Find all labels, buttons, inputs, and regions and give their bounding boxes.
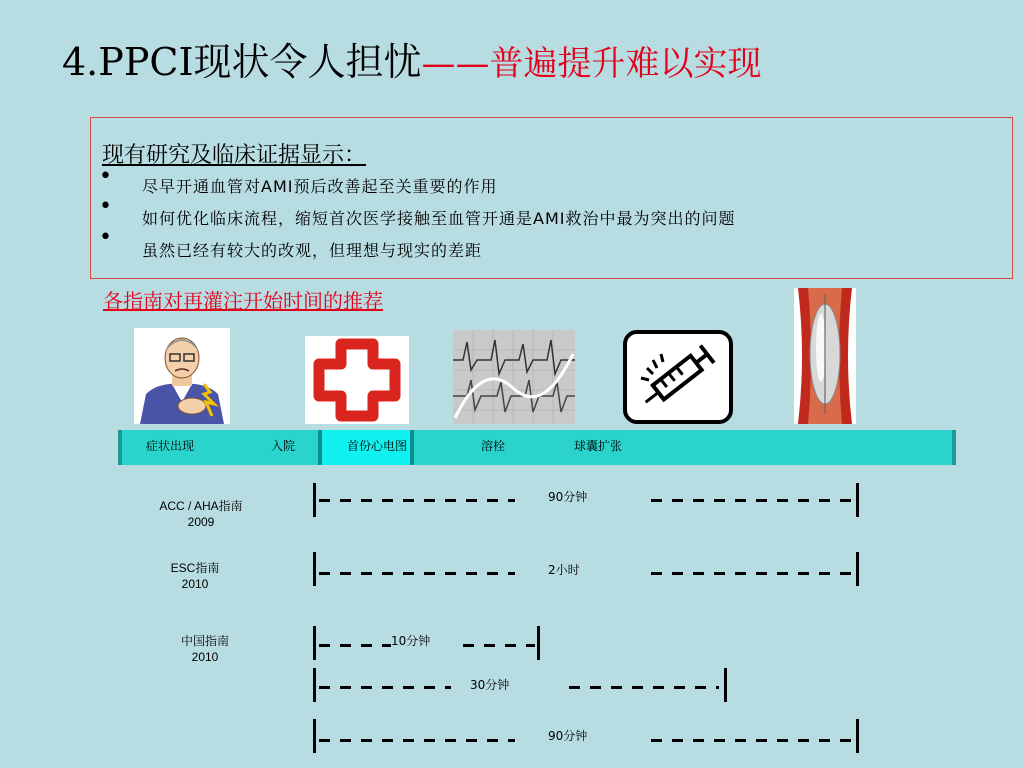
timeline-bar [118,430,956,465]
timeline-label-first-ecg: 首份心电图 [347,439,408,453]
timeline-label-symptom-onset: 症状出现 [146,439,195,453]
timeline-label-balloon-dilation: 球囊扩张 [574,439,623,453]
range-label-china-90min: 90分钟 [548,729,588,743]
bullet-marker: • [99,194,112,219]
range-end-cap [856,552,859,586]
range-dash-right [651,572,851,575]
timeline-label-thrombolysis: 溶栓 [481,439,506,453]
range-dash-left [319,686,451,689]
range-dash-right [463,644,535,647]
timeline-label-admission: 入院 [271,439,296,453]
slide-title-emphasis: ——普遍提升难以实现 [421,44,762,84]
guideline-name-esc: ESC指南 2010 [170,561,220,591]
range-dash-left [319,572,515,575]
range-dash-right [569,686,719,689]
bullet-marker: • [99,225,112,250]
range-start-cap [313,719,316,753]
guideline-name-china: 中国指南 2010 [180,634,229,664]
range-esc-2h [313,552,860,586]
range-start-cap [313,552,316,586]
range-end-cap [724,668,727,702]
evidence-bullet-2: 如何优化临床流程，缩短首次医学接触至血管开通是AMI救治中最为突出的问题 [142,209,736,228]
range-dash-left [319,739,515,742]
range-dash-right [651,739,851,742]
evidence-heading: 现有研究及临床证据显示： [102,143,367,168]
range-label-china-30min: 30分钟 [470,678,510,692]
range-dash-left [319,644,391,647]
range-dash-right [651,499,851,502]
slide-title [62,36,761,90]
syringe-icon [623,330,733,424]
patient-chest-pain-icon [134,328,230,424]
slide-title-main: 4.PPCI现状令人担忧 [62,40,422,84]
range-end-cap [537,626,540,660]
evidence-bullet-1: 尽早开通血管对AMI预后改善起至关重要的作用 [142,177,498,196]
ecg-strip-icon [453,330,575,424]
range-start-cap [313,483,316,517]
range-label-acc-aha: 90分钟 [548,490,588,504]
range-end-cap [856,483,859,517]
evidence-bullet-3: 虽然已经有较大的改观，但理想与现实的差距 [142,241,483,260]
range-label-china-10min: 10分钟 [391,634,431,648]
range-china-30min [313,668,730,702]
guideline-heading: 各指南对再灌注开始时间的推荐 [103,289,383,313]
range-start-cap [313,668,316,702]
range-end-cap [856,719,859,753]
range-dash-left [319,499,515,502]
bullet-marker: • [99,164,112,189]
red-cross-hospital-icon [305,336,409,424]
guideline-name-acc-aha: ACC / AHA指南 2009 [159,499,243,529]
balloon-catheter-icon [794,288,856,424]
range-label-esc: 2小时 [548,563,580,577]
range-start-cap [313,626,316,660]
